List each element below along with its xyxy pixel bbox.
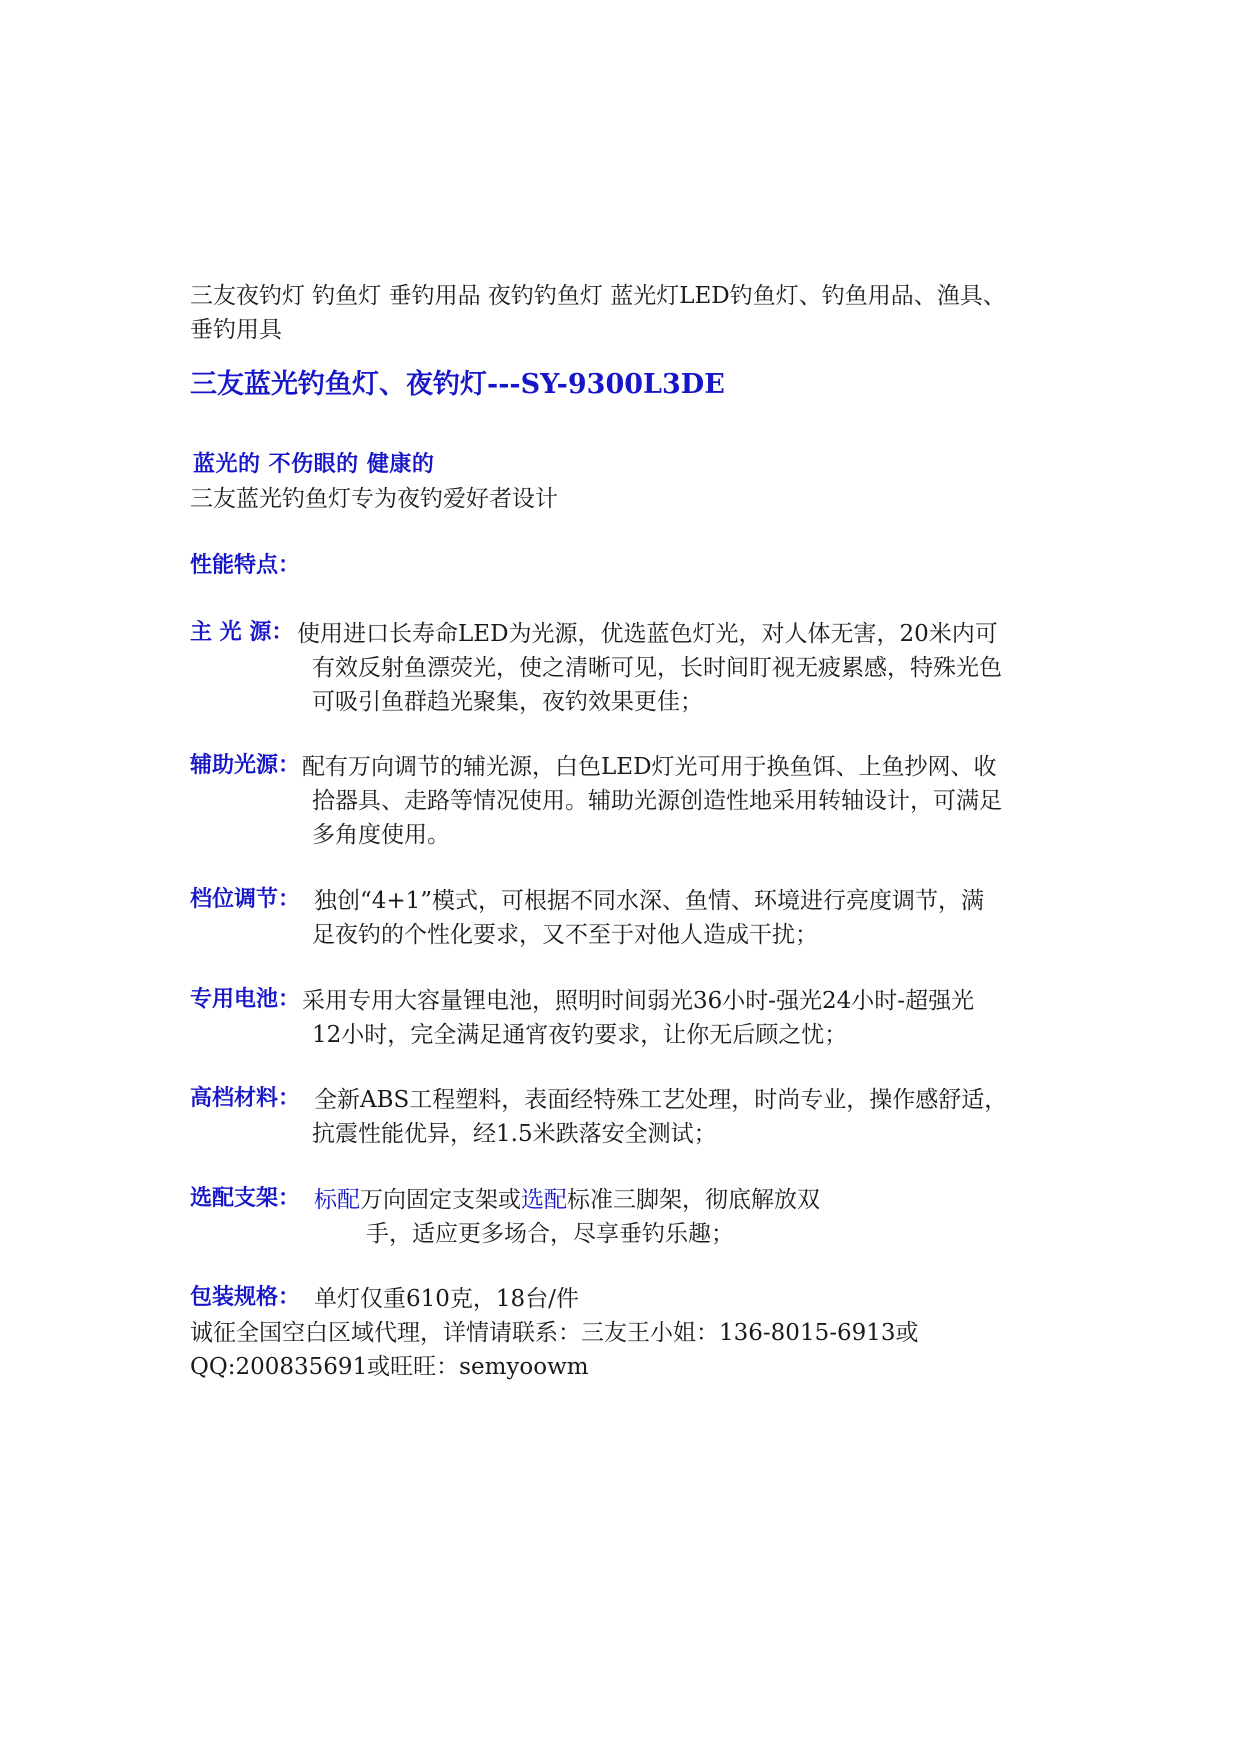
feature-text-line: 抗震性能优异，经1.5米跌落安全测试；: [312, 1121, 717, 1147]
contact-line-2: QQ:200835691或旺旺：semyoowm: [190, 1354, 589, 1380]
feature-text: 万向固定支架或: [360, 1187, 521, 1213]
packaging-text: 单灯仅重610克，18台/件: [314, 1286, 579, 1312]
feature-text-line: 12小时，完全满足通宵夜钓要求，让你无后顾之忧；: [312, 1022, 848, 1048]
feature-label: 档位调节：: [190, 886, 301, 912]
feature-label: 高档材料：: [190, 1085, 301, 1111]
feature-text-line: 手，适应更多场合，尽享垂钓乐趣；: [366, 1221, 734, 1247]
feature-text-line: 可吸引鱼群趋光聚集，夜钓效果更佳；: [312, 689, 703, 715]
feature-text: 标准三脚架，彻底解放双: [567, 1187, 820, 1213]
optional-link[interactable]: 选配: [521, 1187, 567, 1213]
feature-text-line: 采用专用大容量锂电池，照明时间弱光36小时-强光24小时-超强光: [302, 988, 975, 1014]
section-heading: 性能特点：: [190, 552, 301, 578]
feature-label: 专用电池：: [190, 986, 301, 1012]
intro-line-1: 三友夜钓灯 钓鱼灯 垂钓用品 夜钓钓鱼灯 蓝光灯LED钓鱼灯、钓鱼用品、渔具、: [190, 283, 1006, 309]
feature-text-line: 足夜钓的个性化要求，又不至于对他人造成干扰；: [312, 922, 818, 948]
contact-line-1: 诚征全国空白区域代理，详情请联系：三友王小姐：136-8015-6913或: [190, 1320, 919, 1346]
feature-text-line: 多角度使用。: [312, 822, 450, 848]
slogan: 蓝光的 不伤眼的 健康的: [193, 451, 435, 477]
feature-text-line: 配有万向调节的辅光源，白色LED灯光可用于换鱼饵、上鱼抄网、收: [302, 754, 997, 780]
intro-line-2: 垂钓用具: [190, 317, 282, 343]
feature-label: 主 光 源：: [190, 619, 294, 645]
feature-text-line: 有效反射鱼漂荧光，使之清晰可见，长时间盯视无疲累感，特殊光色: [312, 655, 1002, 681]
feature-text-line: 使用进口长寿命LED为光源，优选蓝色灯光，对人体无害，20米内可: [297, 621, 998, 647]
subline: 三友蓝光钓鱼灯专为夜钓爱好者设计: [190, 486, 558, 512]
feature-text-line: 拾器具、走路等情况使用。辅助光源创造性地采用转轴设计，可满足: [312, 788, 1002, 814]
standard-link[interactable]: 标配: [314, 1187, 360, 1213]
feature-label: 辅助光源：: [190, 752, 301, 778]
feature-text-line: [314, 1181, 820, 1214]
packaging-label: 包装规格：: [190, 1284, 301, 1310]
product-title: 三友蓝光钓鱼灯、夜钓灯---SY-9300L3DE: [190, 369, 725, 400]
feature-label: 选配支架：: [190, 1185, 301, 1211]
feature-text-line: 全新ABS工程塑料，表面经特殊工艺处理，时尚专业，操作感舒适，: [314, 1087, 1008, 1113]
feature-text-line: 独创“4+1”模式，可根据不同水深、鱼情、环境进行亮度调节，满: [314, 888, 985, 914]
